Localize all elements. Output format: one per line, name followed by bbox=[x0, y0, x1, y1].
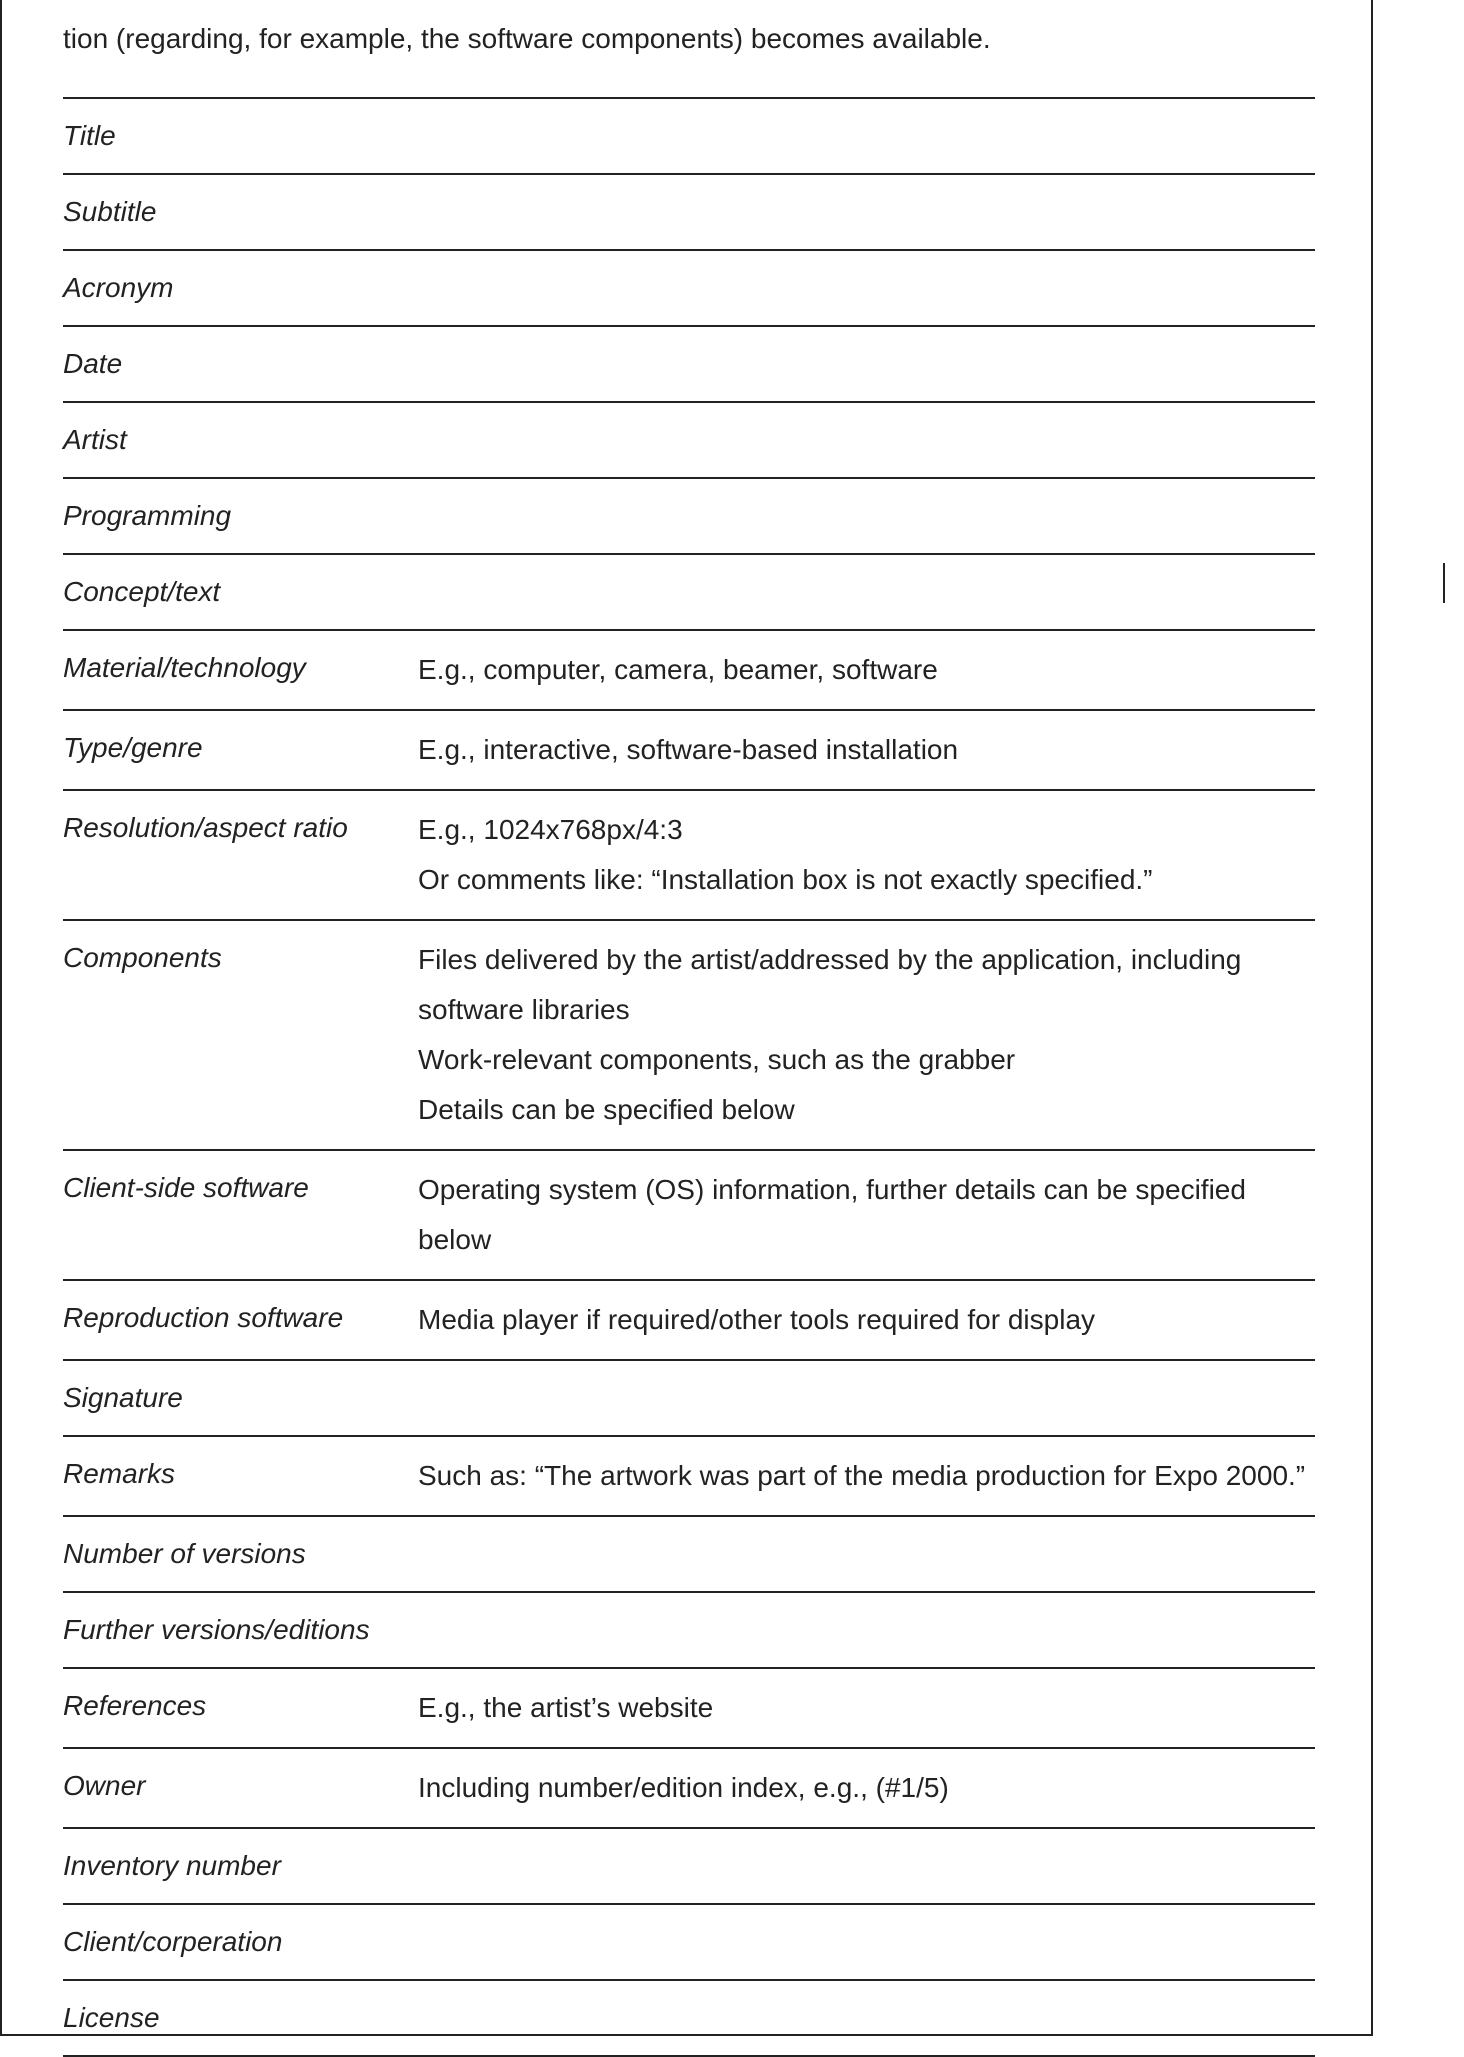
field-label: Inventory number bbox=[63, 1850, 281, 1881]
field-label: References bbox=[63, 1690, 207, 1721]
table-row bbox=[63, 175, 1315, 251]
field-label: Number of versions bbox=[63, 1538, 306, 1569]
field-label: Material/technology bbox=[63, 652, 306, 683]
field-description bbox=[418, 805, 1315, 905]
table-row bbox=[63, 1981, 1315, 2057]
description-line: E.g., computer, camera, beamer, software bbox=[418, 654, 938, 685]
description-line: E.g., the artist’s website bbox=[418, 1692, 714, 1723]
description-line: Files delivered by the artist/addressed by the application, including bbox=[418, 944, 1242, 975]
description-line: software libraries bbox=[418, 994, 630, 1025]
table-row bbox=[63, 403, 1315, 479]
table-row bbox=[63, 555, 1315, 631]
description-line: Media player if required/other tools required for display bbox=[418, 1304, 1096, 1335]
field-label: Programming bbox=[63, 500, 232, 531]
field-label: License bbox=[63, 2002, 160, 2033]
field-description bbox=[418, 1683, 1315, 1733]
table-row bbox=[63, 1281, 1315, 1361]
description-line: Details can be specified below bbox=[418, 1094, 795, 1125]
description-line: Or comments like: “Installation box is not exactly specified.” bbox=[418, 864, 1153, 895]
table-row bbox=[63, 99, 1315, 175]
field-description bbox=[418, 645, 1315, 695]
table-row bbox=[63, 1749, 1315, 1829]
field-label: Acronym bbox=[63, 272, 174, 303]
table-row bbox=[63, 921, 1315, 1151]
description-line: Operating system (OS) information, further details can be specified bbox=[418, 1174, 1246, 1205]
table-row bbox=[63, 1829, 1315, 1905]
field-label: Further versions/editions bbox=[63, 1614, 370, 1645]
table-row bbox=[63, 711, 1315, 791]
field-label: Remarks bbox=[63, 1458, 176, 1489]
field-label: Components bbox=[63, 942, 222, 973]
field-label: Artist bbox=[63, 424, 127, 455]
description-line: below bbox=[418, 1224, 492, 1255]
intro-text: tion (regarding, for example, the software components) becomes available. bbox=[63, 23, 991, 54]
table-row bbox=[63, 479, 1315, 555]
field-description bbox=[418, 1165, 1315, 1265]
table-row bbox=[63, 327, 1315, 403]
table-row bbox=[63, 1151, 1315, 1281]
field-label: Resolution/aspect ratio bbox=[63, 812, 348, 843]
field-label: Client-side software bbox=[63, 1172, 309, 1203]
field-label: Subtitle bbox=[63, 196, 157, 227]
field-label: Date bbox=[63, 348, 123, 379]
description-line: Such as: “The artwork was part of the media production for Expo 2000.” bbox=[418, 1460, 1306, 1491]
field-description bbox=[418, 725, 1315, 775]
field-label: Owner bbox=[63, 1770, 146, 1801]
table-row bbox=[63, 1593, 1315, 1669]
table-row bbox=[63, 791, 1315, 921]
description-line: E.g., 1024x768px/4:3 bbox=[418, 814, 683, 845]
table-row bbox=[63, 1361, 1315, 1437]
field-label: Reproduction software bbox=[63, 1302, 344, 1333]
table-row bbox=[63, 1905, 1315, 1981]
field-label: Client/corperation bbox=[63, 1926, 283, 1957]
field-label: Title bbox=[63, 120, 116, 151]
field-label: Signature bbox=[63, 1382, 183, 1413]
text-cursor-mark bbox=[1443, 563, 1445, 603]
description-line: Work-relevant components, such as the grabber bbox=[418, 1044, 1016, 1075]
table-row bbox=[63, 631, 1315, 711]
field-description bbox=[418, 1295, 1315, 1345]
field-description bbox=[418, 1763, 1315, 1813]
description-line: Including number/edition index, e.g., (#1/5) bbox=[418, 1772, 949, 1803]
table-row bbox=[63, 1437, 1315, 1517]
description-line: E.g., interactive, software-based installation bbox=[418, 734, 959, 765]
table-row bbox=[63, 1669, 1315, 1749]
metadata-table bbox=[63, 97, 1315, 2057]
field-label: Concept/text bbox=[63, 576, 221, 607]
table-row bbox=[63, 1517, 1315, 1593]
field-description bbox=[418, 1451, 1315, 1501]
field-label: Type/genre bbox=[63, 732, 203, 763]
table-row bbox=[63, 251, 1315, 327]
field-description bbox=[418, 935, 1315, 1135]
